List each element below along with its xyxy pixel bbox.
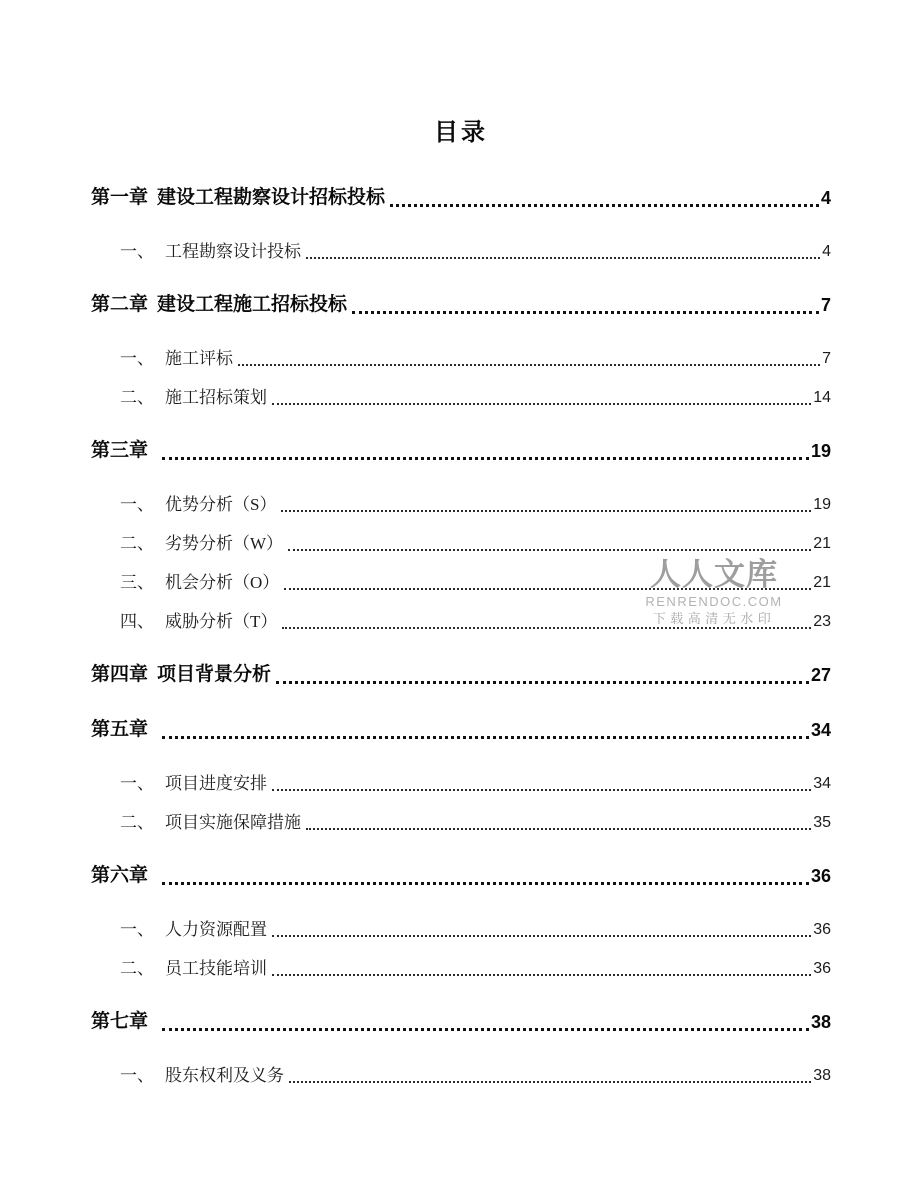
toc-entry[interactable] [91,348,831,369]
toc-entry-title: 优势分析（S） [165,495,277,514]
toc-leader-dots [288,549,811,551]
toc-entry[interactable] [91,494,831,515]
toc-leader-dots [272,935,811,937]
toc-entry[interactable] [91,186,831,210]
toc-entry[interactable] [91,773,831,794]
toc-entry-prefix: 一、 [120,920,154,939]
toc-entry-title: 机会分析（O） [165,573,280,592]
toc-list [91,149,831,1086]
toc-entry-prefix: 三、 [120,573,154,592]
toc-entry-prefix: 第一章 [91,187,149,208]
toc-entry-title: 项目进度安排 [165,774,267,793]
toc-entry-prefix: 一、 [120,774,154,793]
toc-entry-title: 股东权利及义务 [165,1066,284,1085]
toc-entry[interactable] [91,958,831,979]
toc-entry-title: 建设工程勘察设计招标投标 [157,187,386,208]
toc-page-number: 38 [813,1067,831,1084]
toc-page-number: 7 [820,295,831,315]
toc-entry[interactable] [91,812,831,833]
toc-entry-prefix: 第五章 [91,719,149,740]
toc-leader-dots [306,257,820,259]
toc-entry[interactable] [91,293,831,317]
toc-entry[interactable] [91,864,831,888]
toc-entry-title: 施工招标策划 [165,388,267,407]
toc-entry-prefix: 四、 [120,612,154,631]
toc-page-number: 34 [810,720,831,740]
toc-leader-dots [281,510,811,512]
toc-entry-prefix: 一、 [120,495,154,514]
toc-entry[interactable] [91,439,831,463]
toc-leader-dots [162,457,809,460]
toc-leader-dots [282,627,811,629]
toc-entry-prefix: 第六章 [91,865,149,886]
toc-page-number: 27 [810,665,831,685]
toc-page-number: 19 [810,441,831,461]
toc-entry-prefix: 第三章 [91,440,149,461]
toc-entry-prefix: 二、 [120,534,154,553]
toc-entry[interactable] [91,241,831,262]
toc-entry-title: 项目背景分析 [157,664,272,685]
toc-entry-prefix: 二、 [120,959,154,978]
toc-page-number: 14 [813,389,831,406]
toc-entry-title: 项目实施保障措施 [165,813,301,832]
toc-entry[interactable] [91,1065,831,1086]
toc-entry[interactable] [91,919,831,940]
toc-entry-prefix: 二、 [120,813,154,832]
toc-entry-prefix: 第二章 [91,294,149,315]
toc-leader-dots [162,882,809,885]
toc-entry[interactable] [91,718,831,742]
toc-page-number: 19 [813,496,831,513]
toc-entry-prefix: 第七章 [91,1011,149,1032]
toc-leader-dots [276,681,809,684]
toc-entry-title: 劣势分析（W） [165,534,284,553]
toc-leader-dots [306,828,811,830]
watermark-tagline-text: 下载高清无水印 [652,611,776,626]
toc-page-number: 23 [813,613,831,630]
toc-page-number: 36 [813,921,831,938]
toc-page-number: 35 [813,814,831,831]
toc-leader-dots [272,789,811,791]
toc-entry-title: 人力资源配置 [165,920,267,939]
toc-heading: 目录 [434,120,488,146]
toc-entry[interactable] [91,663,831,687]
toc-entry[interactable] [91,533,831,554]
toc-page-number: 4 [820,188,831,208]
toc-leader-dots [284,588,811,590]
toc-entry[interactable] [91,1010,831,1034]
toc-entry-prefix: 一、 [120,242,154,261]
watermark-brand-text: 人人文库 [650,557,778,592]
toc-entry-prefix: 二、 [120,388,154,407]
watermark-domain-text: RENRENDOC.COM [645,594,783,609]
toc-page-number: 36 [810,866,831,886]
toc-page-number: 21 [813,535,831,552]
toc-page-number: 4 [822,243,831,260]
toc-page-number: 7 [822,350,831,367]
toc-page-number: 36 [813,960,831,977]
toc-entry[interactable] [91,387,831,408]
toc-entry[interactable] [91,572,831,593]
toc-entry-prefix: 一、 [120,1066,154,1085]
toc-entry[interactable] [91,611,831,632]
toc-entry-prefix: 第四章 [91,664,149,685]
toc-entry-title: 威胁分析（T） [165,612,278,631]
toc-leader-dots [238,364,820,366]
toc-page-number: 34 [813,775,831,792]
toc-page-number: 21 [813,574,831,591]
toc-leader-dots [390,204,819,207]
toc-entry-prefix: 一、 [120,349,154,368]
toc-leader-dots [162,1028,809,1031]
toc-leader-dots [289,1081,811,1083]
toc-entry-title: 建设工程施工招标投标 [157,294,348,315]
toc-entry-title: 工程勘察设计投标 [165,242,301,261]
toc-leader-dots [162,736,809,739]
toc-leader-dots [352,311,819,314]
toc-entry-title: 员工技能培训 [165,959,267,978]
toc-page-number: 38 [810,1012,831,1032]
toc-leader-dots [272,974,811,976]
toc-leader-dots [272,403,811,405]
toc-entry-title: 施工评标 [165,349,233,368]
